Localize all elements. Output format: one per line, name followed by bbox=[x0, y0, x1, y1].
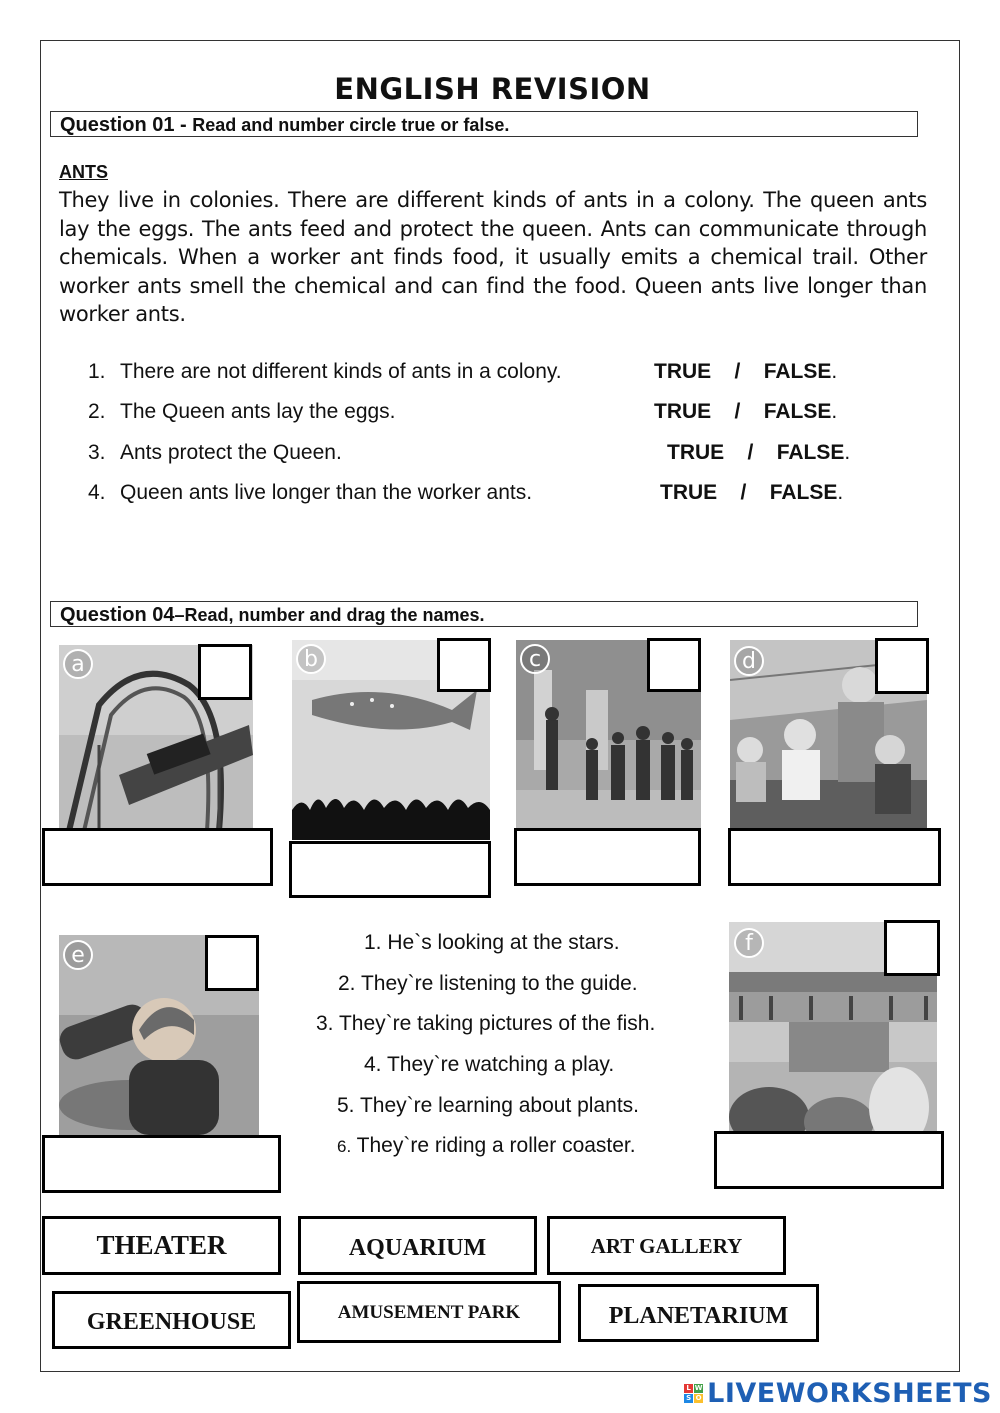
true-false-3 bbox=[667, 441, 850, 465]
true-false-2 bbox=[654, 400, 837, 424]
sentence-6 bbox=[337, 1134, 636, 1158]
drop-box-a[interactable] bbox=[42, 828, 273, 886]
sentence-number: 4. bbox=[364, 1053, 382, 1076]
photo-letter-c: c bbox=[520, 644, 550, 674]
sentence-number: 5. bbox=[337, 1094, 355, 1117]
drop-box-c[interactable] bbox=[514, 828, 701, 886]
number-box-d[interactable] bbox=[875, 638, 929, 694]
statement-2 bbox=[88, 400, 396, 424]
photo-letter-e: e bbox=[63, 940, 93, 970]
photo-letter-b: b bbox=[296, 644, 326, 674]
sentence-number: 6. bbox=[337, 1137, 352, 1156]
page-title: ENGLISH REVISION bbox=[334, 72, 651, 106]
question-04-instruction: –Read, number and drag the names. bbox=[174, 605, 485, 625]
word-aquarium[interactable]: AQUARIUM bbox=[298, 1216, 537, 1275]
logo-block: S bbox=[686, 1393, 692, 1402]
sentence-3 bbox=[316, 1012, 655, 1036]
slash: / bbox=[747, 441, 754, 464]
statement-3 bbox=[88, 441, 342, 465]
photo-letter-f: f bbox=[734, 928, 764, 958]
photo-letter-a: a bbox=[63, 649, 93, 679]
brand-name: LIVEWORKSHEETS bbox=[707, 1377, 992, 1409]
false-option[interactable]: FALSE bbox=[763, 360, 832, 383]
statement-text: There are not different kinds of ants in a colony. bbox=[120, 360, 562, 383]
sentence-text: They`re watching a play. bbox=[386, 1053, 615, 1076]
word-planetarium[interactable]: PLANETARIUM bbox=[578, 1284, 819, 1342]
period: . bbox=[844, 441, 851, 464]
sentence-text: He`s looking at the stars. bbox=[387, 931, 620, 954]
false-option[interactable]: FALSE bbox=[776, 441, 845, 464]
true-false-4 bbox=[660, 481, 843, 505]
sentence-1 bbox=[364, 931, 620, 955]
photo-letter-d: d bbox=[734, 646, 764, 676]
logo-block: O bbox=[695, 1393, 702, 1402]
number-box-b[interactable] bbox=[437, 638, 491, 692]
sentence-text: They`re riding a roller coaster. bbox=[356, 1134, 636, 1157]
number-box-a[interactable] bbox=[198, 644, 252, 700]
word-greenhouse[interactable]: GREENHOUSE bbox=[52, 1291, 291, 1349]
true-false-1 bbox=[654, 360, 837, 384]
question-04-label: Question 04 bbox=[60, 604, 175, 626]
statement-text: Ants protect the Queen. bbox=[120, 441, 342, 464]
statement-text: Queen ants live longer than the worker ants. bbox=[120, 481, 533, 504]
true-option[interactable]: TRUE bbox=[667, 441, 725, 464]
period: . bbox=[831, 360, 838, 383]
question-01-label: Question 01 - bbox=[60, 114, 193, 136]
sentence-text: They`re listening to the guide. bbox=[360, 972, 638, 995]
sentence-number: 3. bbox=[316, 1012, 334, 1035]
statement-number: 2. bbox=[88, 400, 106, 423]
sentence-number: 2. bbox=[338, 972, 356, 995]
false-option[interactable]: FALSE bbox=[763, 400, 832, 423]
statement-4 bbox=[88, 481, 532, 505]
slash: / bbox=[734, 360, 741, 383]
sentence-5 bbox=[337, 1094, 639, 1118]
sentence-2 bbox=[338, 972, 638, 996]
statement-number: 1. bbox=[88, 360, 106, 383]
true-option[interactable]: TRUE bbox=[654, 400, 712, 423]
statement-text: The Queen ants lay the eggs. bbox=[120, 400, 396, 423]
statement-number: 3. bbox=[88, 441, 106, 464]
word-art-gallery[interactable]: ART GALLERY bbox=[547, 1216, 786, 1275]
sentence-text: They`re learning about plants. bbox=[359, 1094, 639, 1117]
sentence-text: They`re taking pictures of the fish. bbox=[338, 1012, 656, 1035]
statement-number: 4. bbox=[88, 481, 106, 504]
word-theater[interactable]: THEATER bbox=[42, 1216, 281, 1275]
drop-box-b[interactable] bbox=[289, 841, 491, 898]
question-01-instruction: Read and number circle true or false. bbox=[192, 115, 510, 135]
statement-1 bbox=[88, 360, 562, 384]
sentence-4 bbox=[364, 1053, 614, 1077]
passage-heading: ANTS bbox=[59, 162, 108, 182]
logo-block: L bbox=[684, 1384, 693, 1393]
false-option[interactable]: FALSE bbox=[769, 481, 838, 504]
reading-passage: They live in colonies. There are different kinds of ants in a colony. The queen ants lay the eggs. The ants feed and protect the queen. Ants can communicate through chemicals. When a worker ant finds food, it usually emits a chemical trail. Other worker ants smell the chemical and can find the food. Queen ants live longer than worker ants. bbox=[59, 188, 927, 326]
logo-block: W bbox=[694, 1383, 703, 1392]
logo-blocks-icon bbox=[684, 1384, 703, 1403]
slash: / bbox=[740, 481, 747, 504]
true-option[interactable]: TRUE bbox=[654, 360, 712, 383]
number-box-e[interactable] bbox=[205, 935, 259, 991]
period: . bbox=[831, 400, 838, 423]
question-04-header bbox=[50, 601, 918, 627]
word-amusement-park[interactable]: AMUSEMENT PARK bbox=[297, 1281, 561, 1343]
sentence-number: 1. bbox=[364, 931, 382, 954]
slash: / bbox=[734, 400, 741, 423]
drop-box-e[interactable] bbox=[42, 1135, 281, 1193]
question-01-header bbox=[50, 111, 918, 137]
number-box-c[interactable] bbox=[647, 638, 701, 692]
liveworksheets-logo bbox=[684, 1377, 992, 1409]
true-option[interactable]: TRUE bbox=[660, 481, 718, 504]
drop-box-f[interactable] bbox=[714, 1131, 944, 1189]
period: . bbox=[837, 481, 844, 504]
drop-box-d[interactable] bbox=[728, 828, 941, 886]
number-box-f[interactable] bbox=[884, 920, 940, 976]
